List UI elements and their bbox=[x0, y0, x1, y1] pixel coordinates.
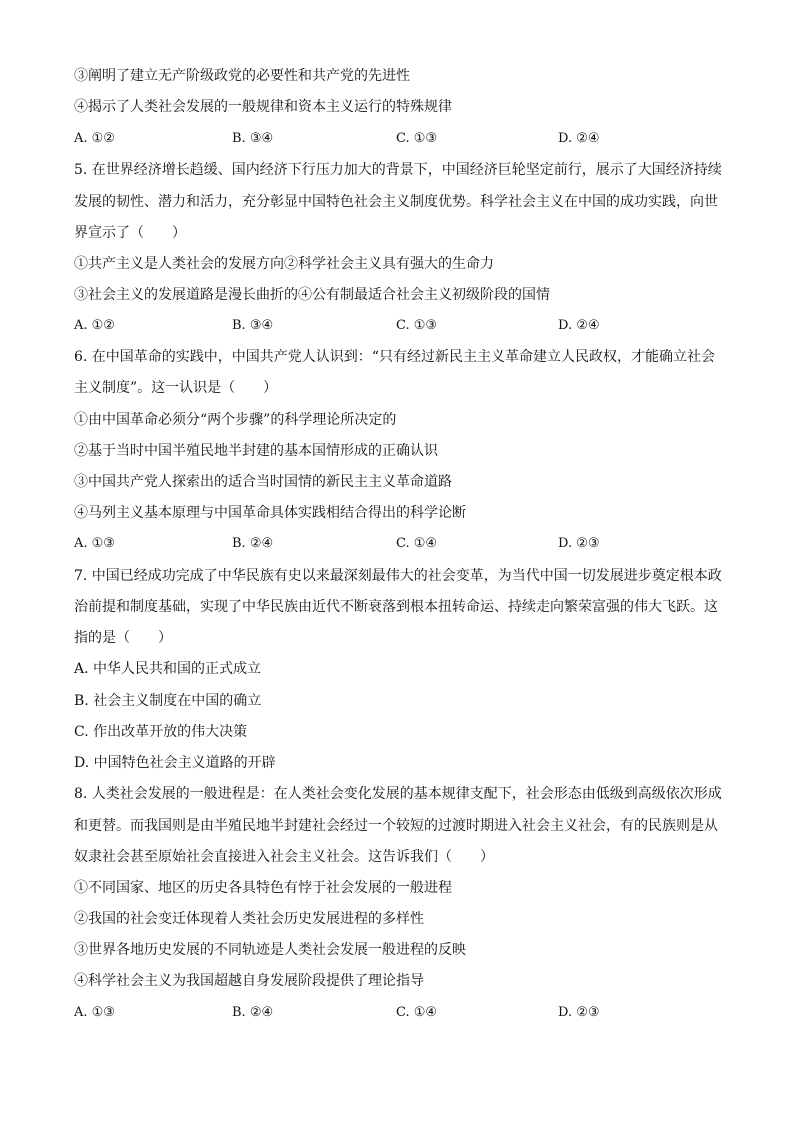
q6-stem-line-1: 6. 在中国革命的实践中，中国共产党人认识到：“只有经过新民主主义革命建立人民政权，才能确立社会 bbox=[74, 349, 715, 365]
q8-stem-line-3: 奴隶社会甚至原始社会直接进入社会主义社会。这告诉我们（ ） bbox=[74, 849, 494, 865]
q4-option-a[interactable]: A. ①② bbox=[74, 131, 115, 146]
q7-choice-c[interactable]: C. 作出改革开放的伟大决策 bbox=[74, 724, 248, 740]
q5-option-d[interactable]: D. ②④ bbox=[558, 318, 600, 333]
q8-options bbox=[74, 1004, 724, 1022]
q5-options bbox=[74, 317, 724, 335]
q8-option-a[interactable]: A. ①③ bbox=[74, 1005, 115, 1020]
q6-item-3: ③中国共产党人探索出的适合当时国情的新民主主义革命道路 bbox=[74, 474, 452, 490]
q4-option-d[interactable]: D. ②④ bbox=[558, 131, 600, 146]
q4-options bbox=[74, 130, 724, 148]
q7-choice-b[interactable]: B. 社会主义制度在中国的确立 bbox=[74, 693, 262, 709]
q4-option-b[interactable]: B. ③④ bbox=[232, 131, 274, 146]
q8-item-1: ①不同国家、地区的历史各具特色有悖于社会发展的一般进程 bbox=[74, 880, 452, 896]
q8-option-c[interactable]: C. ①④ bbox=[396, 1005, 438, 1020]
q5-stem-line-3: 界宣示了（ ） bbox=[74, 225, 186, 241]
q4-option-c[interactable]: C. ①③ bbox=[396, 131, 438, 146]
q6-item-4: ④马列主义基本原理与中国革命具体实践相结合得出的科学论断 bbox=[74, 505, 466, 521]
q8-item-2: ②我国的社会变迁体现着人类社会历史发展进程的多样性 bbox=[74, 911, 424, 927]
q5-option-c[interactable]: C. ①③ bbox=[396, 318, 438, 333]
q6-stem-line-2: 主义制度”。这一认识是（ ） bbox=[74, 380, 278, 396]
q4-item-3: ③阐明了建立无产阶级政党的必要性和共产党的先进性 bbox=[74, 68, 410, 84]
q6-options bbox=[74, 535, 724, 553]
q5-item-2: ③社会主义的发展道路是漫长曲折的④公有制最适合社会主义初级阶段的国情 bbox=[74, 287, 550, 303]
q7-stem-line-3: 指的是（ ） bbox=[74, 630, 172, 646]
q8-item-4: ④科学社会主义为我国超越自身发展阶段提供了理论指导 bbox=[74, 973, 424, 989]
q6-option-b[interactable]: B. ②④ bbox=[232, 536, 274, 551]
q8-option-b[interactable]: B. ②④ bbox=[232, 1005, 274, 1020]
q7-stem-line-1: 7. 中国已经成功完成了中华民族有史以来最深刻最伟大的社会变革，为当代中国一切发展进步奠定根本政 bbox=[74, 568, 722, 584]
q5-stem-line-1: 5. 在世界经济增长趋缓、国内经济下行压力加大的背景下，中国经济巨轮坚定前行，展示了大国经济持续 bbox=[74, 162, 722, 178]
q8-stem-line-2: 和更替。而我国则是由半殖民地半封建社会经过一个较短的过渡时期进入社会主义社会，有的民族则是从 bbox=[74, 818, 718, 834]
q6-option-a[interactable]: A. ①③ bbox=[74, 536, 115, 551]
q8-option-d[interactable]: D. ②③ bbox=[558, 1005, 600, 1020]
q4-item-4: ④揭示了人类社会发展的一般规律和资本主义运行的特殊规律 bbox=[74, 99, 452, 115]
q7-choice-a[interactable]: A. 中华人民共和国的正式成立 bbox=[74, 661, 262, 677]
q5-stem-line-2: 发展的韧性、潜力和活力，充分彰显中国特色社会主义制度优势。科学社会主义在中国的成功实践，向世 bbox=[74, 194, 718, 210]
q5-option-b[interactable]: B. ③④ bbox=[232, 318, 274, 333]
q8-stem-line-1: 8. 人类社会发展的一般进程是：在人类社会变化发展的基本规律支配下，社会形态由低级到高级依次形成 bbox=[74, 786, 722, 802]
q6-option-c[interactable]: C. ①④ bbox=[396, 536, 438, 551]
q6-option-d[interactable]: D. ②③ bbox=[558, 536, 600, 551]
q7-stem-line-2: 治前提和制度基础，实现了中华民族由近代不断衰落到根本扭转命运、持续走向繁荣富强的伟大飞跃。这 bbox=[74, 599, 718, 615]
q7-choice-d[interactable]: D. 中国特色社会主义道路的开辟 bbox=[74, 755, 276, 771]
q6-item-1: ①由中国革命必须分“两个步骤”的科学理论所决定的 bbox=[74, 412, 397, 428]
q5-option-a[interactable]: A. ①② bbox=[74, 318, 115, 333]
q6-item-2: ②基于当时中国半殖民地半封建的基本国情形成的正确认识 bbox=[74, 443, 438, 459]
q5-item-1: ①共产主义是人类社会的发展方向②科学社会主义具有强大的生命力 bbox=[74, 256, 494, 272]
q8-item-3: ③世界各地历史发展的不同轨迹是人类社会发展一般进程的反映 bbox=[74, 942, 466, 958]
